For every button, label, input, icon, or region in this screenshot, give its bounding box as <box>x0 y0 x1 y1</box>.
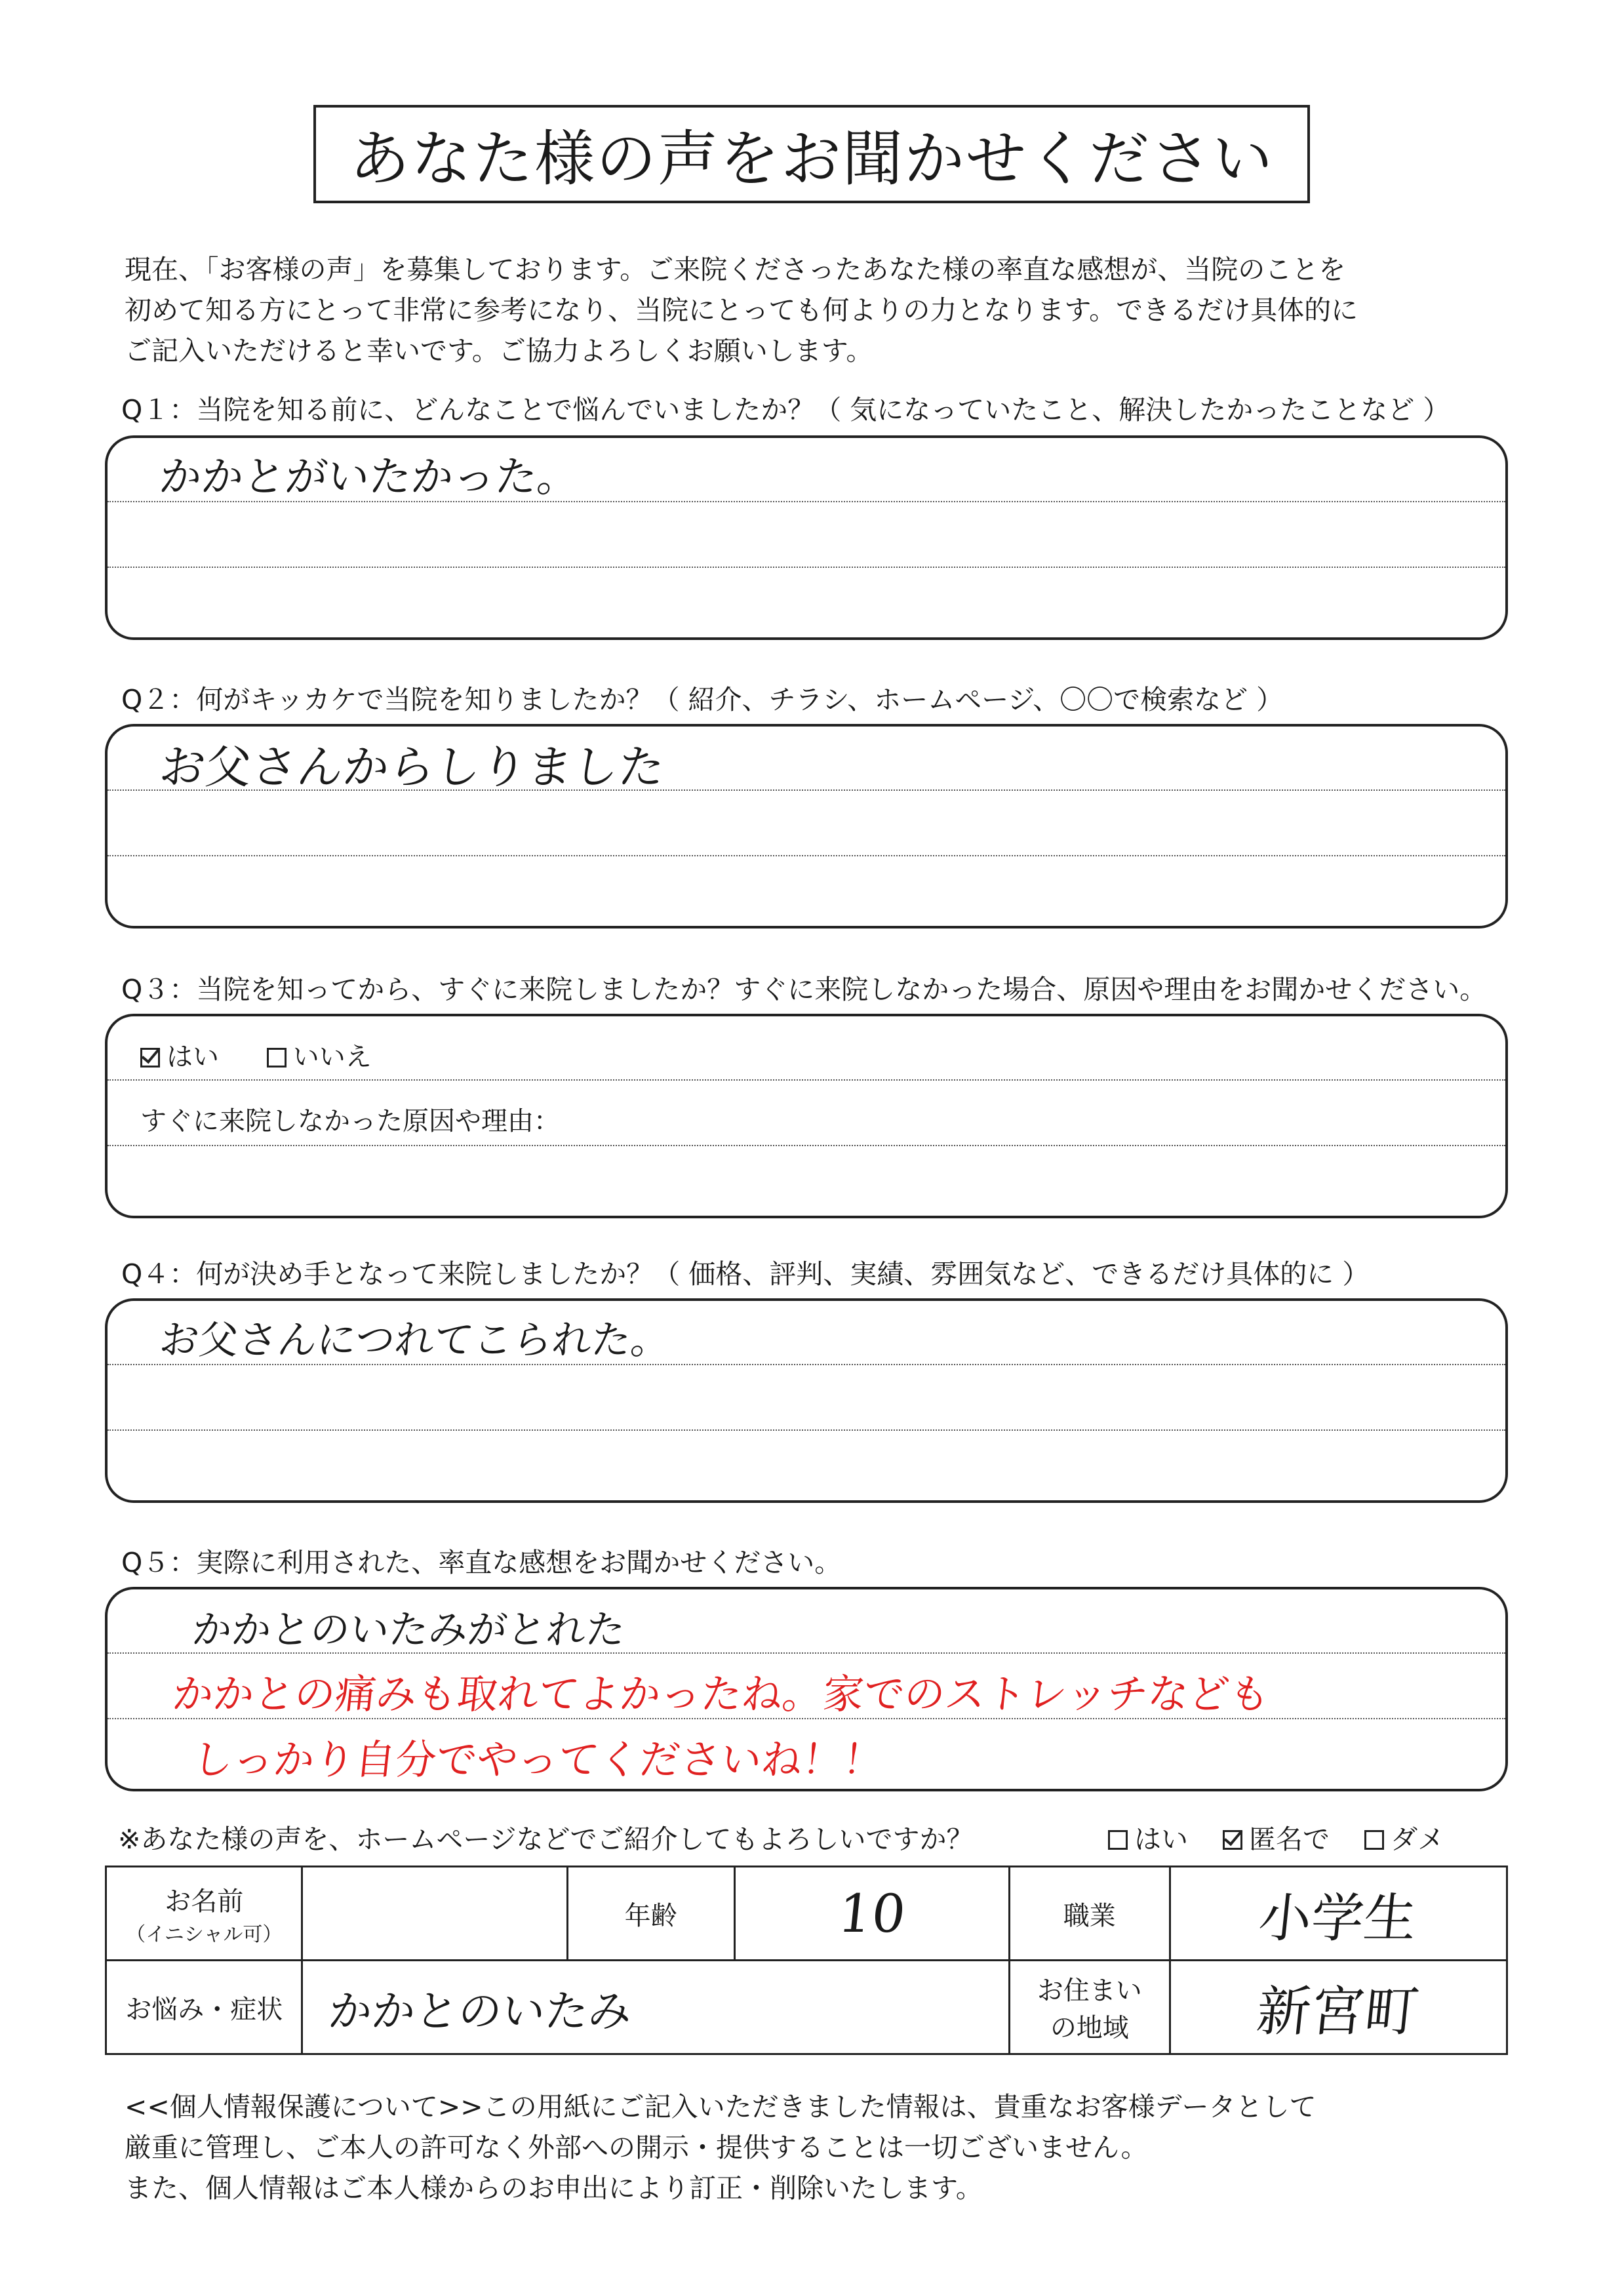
symptom-field[interactable] <box>302 1961 1010 2054</box>
q5-staff-reply-line-2: しっかり自分でやってくださいね！！ <box>189 1736 886 1784</box>
q4-answer: お父さんにつれてこられた。 <box>157 1317 673 1363</box>
privacy-line-1: <<個人情報保護について>>この用紙にご記入いただきました情報は、貴重なお客様データとして <box>125 2091 1317 2123</box>
job-field[interactable] <box>1170 1867 1507 1961</box>
q3-option-no[interactable] <box>267 1036 372 1073</box>
q5-answer-box[interactable] <box>105 1587 1508 1791</box>
q5-question: Q５：実際に利用された、率直な感想をお聞かせください。 <box>121 1547 842 1578</box>
name-field[interactable] <box>302 1867 567 1961</box>
job-label: 職業 <box>1010 1867 1170 1961</box>
consent-anonymous-label: 匿名で <box>1249 1824 1330 1855</box>
page-title: あなた様の声をお聞かせください <box>349 124 1274 194</box>
title-box <box>313 105 1310 203</box>
consent-no-label: ダメ <box>1391 1824 1445 1855</box>
q5-answer: かかとのいたみがとれた <box>189 1607 628 1653</box>
area-value: 新宮町 <box>1254 1980 1422 2043</box>
q3-yes-checkbox[interactable] <box>140 1048 160 1068</box>
name-label-cell <box>106 1867 302 1961</box>
q3-yes-label: はい <box>167 1042 219 1072</box>
intro-line-1: 現在、「お客様の声」を募集しております。ご来院くださったあなた様の率直な感想が、当院のことを <box>125 254 1346 285</box>
q3-no-checkbox[interactable] <box>267 1048 287 1068</box>
age-value: 10 <box>835 1883 909 1944</box>
symptom-label: お悩み・症状 <box>106 1961 302 2054</box>
q1-answer-box[interactable] <box>105 435 1508 640</box>
q2-answer-box[interactable] <box>105 724 1508 928</box>
profile-table <box>105 1866 1508 2055</box>
area-field[interactable] <box>1170 1961 1507 2054</box>
area-label: お住まいの地域 <box>1010 1961 1170 2054</box>
q1-question: Q１：当院を知る前に、どんなことで悩んでいましたか？（ 気になっていたこと、解決したかったことなど ） <box>121 394 1450 426</box>
q1-answer: かかとがいたかった。 <box>157 453 582 502</box>
job-value: 小学生 <box>1256 1887 1420 1949</box>
consent-anonymous-checkbox[interactable] <box>1223 1830 1242 1850</box>
consent-yes-label: はい <box>1134 1824 1188 1855</box>
q3-answer-box[interactable] <box>105 1014 1508 1218</box>
consent-no-checkbox[interactable] <box>1364 1830 1384 1850</box>
consent-options <box>1108 1818 1444 1856</box>
q3-question: Q３：当院を知ってから、すぐに来院しましたか？すぐに来院しなかった場合、原因や理由をお聞かせください。 <box>121 974 1487 1005</box>
q2-answer: お父さんからしりました <box>157 740 667 794</box>
q5-staff-reply-line-1: かかとの痛みも取れてよかったね。家でのストレッチなども <box>170 1670 1273 1718</box>
consent-option-anonymous[interactable] <box>1223 1818 1330 1856</box>
name-label: お名前 <box>165 1886 244 1917</box>
consent-question: ※あなた様の声を、ホームページなどでご紹介してもよろしいですか？ <box>118 1824 974 1855</box>
q3-reason-label: すぐに来院しなかった原因や理由： <box>140 1106 560 1136</box>
q4-question: Q４：何が決め手となって来院しましたか？（ 価格、評判、実績、雰囲気など、できるだけ具体的に ） <box>121 1258 1370 1290</box>
q2-question: Q２：何がキッカケで当院を知りましたか？（ 紹介、チラシ、ホームページ、〇〇で検索など ） <box>121 684 1284 715</box>
intro-line-2: 初めて知る方にとって非常に参考になり、当院にとっても何よりの力となります。できるだけ具体的に <box>125 294 1358 326</box>
privacy-line-2: 厳重に管理し、ご本人の許可なく外部への開示・提供することは一切ございません。 <box>125 2132 1148 2163</box>
q3-option-yes[interactable] <box>140 1036 219 1073</box>
q3-options <box>140 1036 411 1073</box>
profile-row-1 <box>106 1867 1507 1961</box>
privacy-line-3: また、個人情報はご本人様からのお申出により訂正・削除いたします。 <box>125 2172 983 2204</box>
consent-yes-checkbox[interactable] <box>1108 1830 1128 1850</box>
consent-option-yes[interactable] <box>1108 1818 1188 1856</box>
q4-answer-box[interactable] <box>105 1298 1508 1503</box>
age-label: 年齢 <box>567 1867 734 1961</box>
q3-no-label: いいえ <box>292 1042 372 1072</box>
name-note: （イニシャル可） <box>126 1923 283 1946</box>
age-field[interactable] <box>734 1867 1010 1961</box>
consent-option-no[interactable] <box>1364 1818 1444 1856</box>
profile-row-2 <box>106 1961 1507 2054</box>
symptom-value: かかとのいたみ <box>326 1986 635 2037</box>
intro-line-3: ご記入いただけると幸いです。ご協力よろしくお願いします。 <box>125 335 873 367</box>
